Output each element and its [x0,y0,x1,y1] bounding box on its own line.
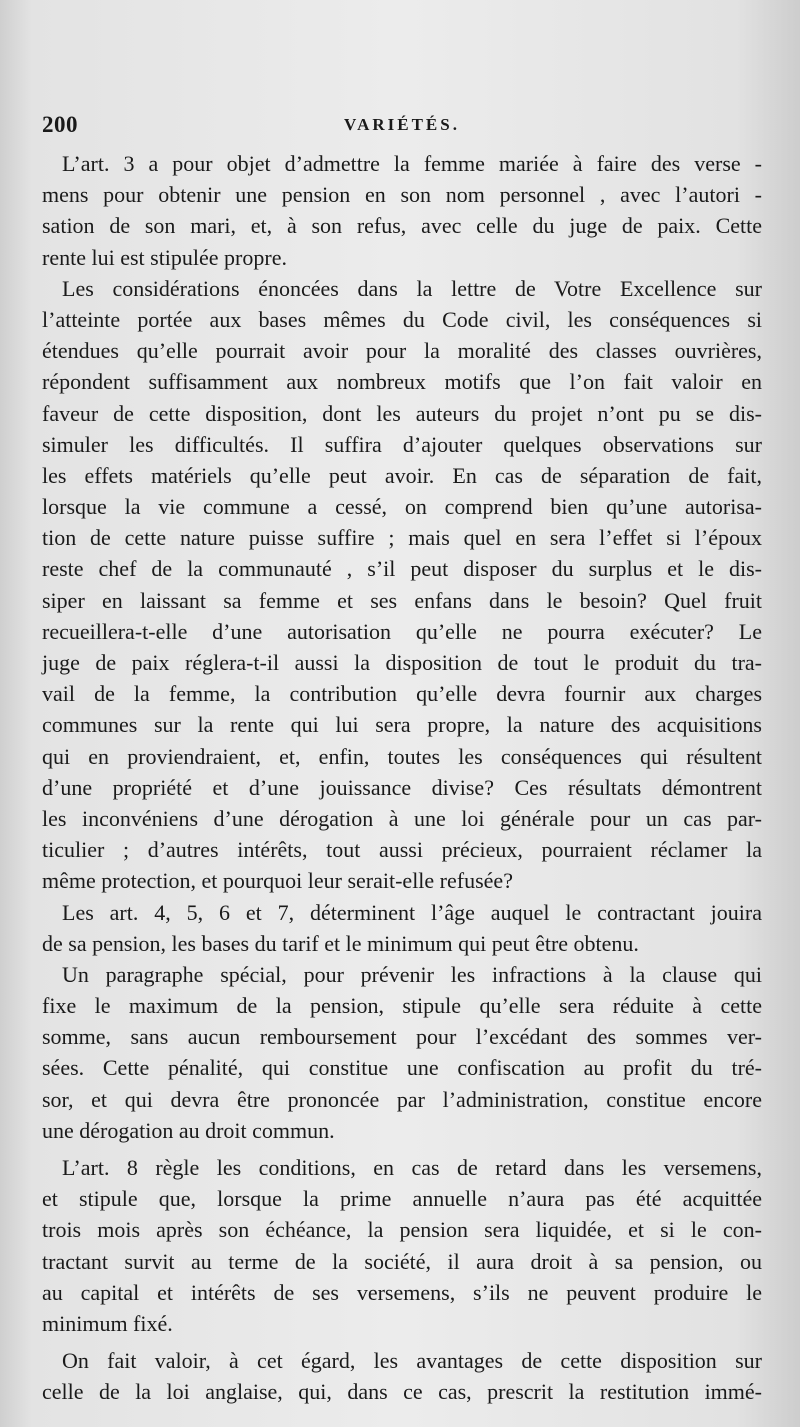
text-line: sées. Cette pénalité, qui constitue une confiscation au profit du tré- [42,1055,762,1081]
text-line: simuler les difficultés. Il suffira d’ajouter quelques observations sur [42,431,762,457]
text-line: L’art. 3 a pour objet d’admettre la femme mariée à faire des verse - [62,151,762,176]
text-line: Les art. 4, 5, 6 et 7, déterminent l’âge auquel le contractant jouira [62,899,762,925]
text-line: même protection, et pourquoi leur serait-elle refusée? [42,868,513,894]
text-line: de sa pension, les bases du tarif et le minimum qui peut être obtenu. [42,930,639,956]
text-line: Les considérations énoncées dans la lettre de Votre Excellence sur [62,275,762,301]
text-line: On fait valoir, à cet égard, les avantages de cette disposition sur [62,1348,762,1374]
text-line: celle de la loi anglaise, qui, dans ce cas, prescrit la restitution immé- [42,1379,762,1405]
text-line: Un paragraphe spécial, pour prévenir les infractions à la clause qui [62,961,762,987]
section-title: VARIÉTÉS. [344,115,460,134]
text-line: sor, et qui devra être prononcée par l’administration, constitue encore [42,1086,762,1112]
text-line: faveur de cette disposition, dont les auteurs du projet n’ont pu se dis- [42,400,762,426]
text-line: recueillera-t-elle d’une autorisation qu’elle ne pourra exécuter? Le [42,618,762,644]
text-line: les inconvéniens d’une dérogation à une loi générale pour un cas par- [42,805,762,831]
page-number: 200 [42,112,78,137]
text-line: siper en laissant sa femme et ses enfans dans le besoin? Quel fruit [42,587,762,613]
text-line: et stipule que, lorsque la prime annuelle n’aura pas été acquittée [42,1186,762,1212]
text-line: répondent suffisamment aux nombreux motifs que l’on fait valoir en [42,369,762,395]
body-text [42,148,762,1408]
text-line: rente lui est stipulée propre. [42,244,287,270]
text-line: somme, sans aucun remboursement pour l’excédant des sommes ver- [42,1024,762,1050]
text-line: d’une propriété et d’une jouissance divise? Ces résultats démontrent [42,774,762,800]
text-line: juge de paix réglera-t-il aussi la disposition de tout le produit du tra- [42,650,762,675]
text-line: reste chef de la communauté , s’il peut disposer du surplus et le dis- [42,556,762,582]
text-line: lorsque la vie commune a cessé, on comprend bien qu’une autorisa- [42,494,762,520]
text-line: vail de la femme, la contribution qu’elle devra fournir aux charges [42,681,762,707]
text-line: L’art. 8 règle les conditions, en cas de retard dans les versemens, [62,1155,762,1180]
text-line: l’atteinte portée aux bases mêmes du Code civil, les conséquences si [42,306,762,332]
text-line: sation de son mari, et, à son refus, avec celle du juge de paix. Cette [42,213,762,239]
text-line: fixe le maximum de la pension, stipule qu’elle sera réduite à cette [42,993,762,1019]
text-line: trois mois après son échéance, la pension sera liquidée, et si le con- [42,1217,762,1243]
text-line: une dérogation au droit commun. [42,1117,335,1143]
text-line: au capital et intérêts de ses versemens, s’ils ne peuvent produire le [42,1279,762,1305]
text-line: tractant survit au terme de la société, il aura droit à sa pension, ou [42,1248,762,1274]
text-line: ticulier ; d’autres intérêts, tout aussi précieux, pourraient réclamer la [42,837,762,863]
text-line: étendues qu’elle pourrait avoir pour la moralité des classes ouvrières, [42,338,762,364]
text-line: les effets matériels qu’elle peut avoir. En cas de séparation de fait, [42,462,762,488]
text-line: mens pour obtenir une pension en son nom personnel , avec l’autori - [42,182,762,208]
text-line: qui en proviendraient, et, enfin, toutes les conséquences qui résultent [42,743,762,769]
text-line: tion de cette nature puisse suffire ; mais quel en sera l’effet si l’époux [42,525,762,551]
text-line: communes sur la rente qui lui sera propre, la nature des acquisitions [42,712,762,738]
running-head [42,112,762,146]
text-line: minimum fixé. [42,1310,173,1336]
